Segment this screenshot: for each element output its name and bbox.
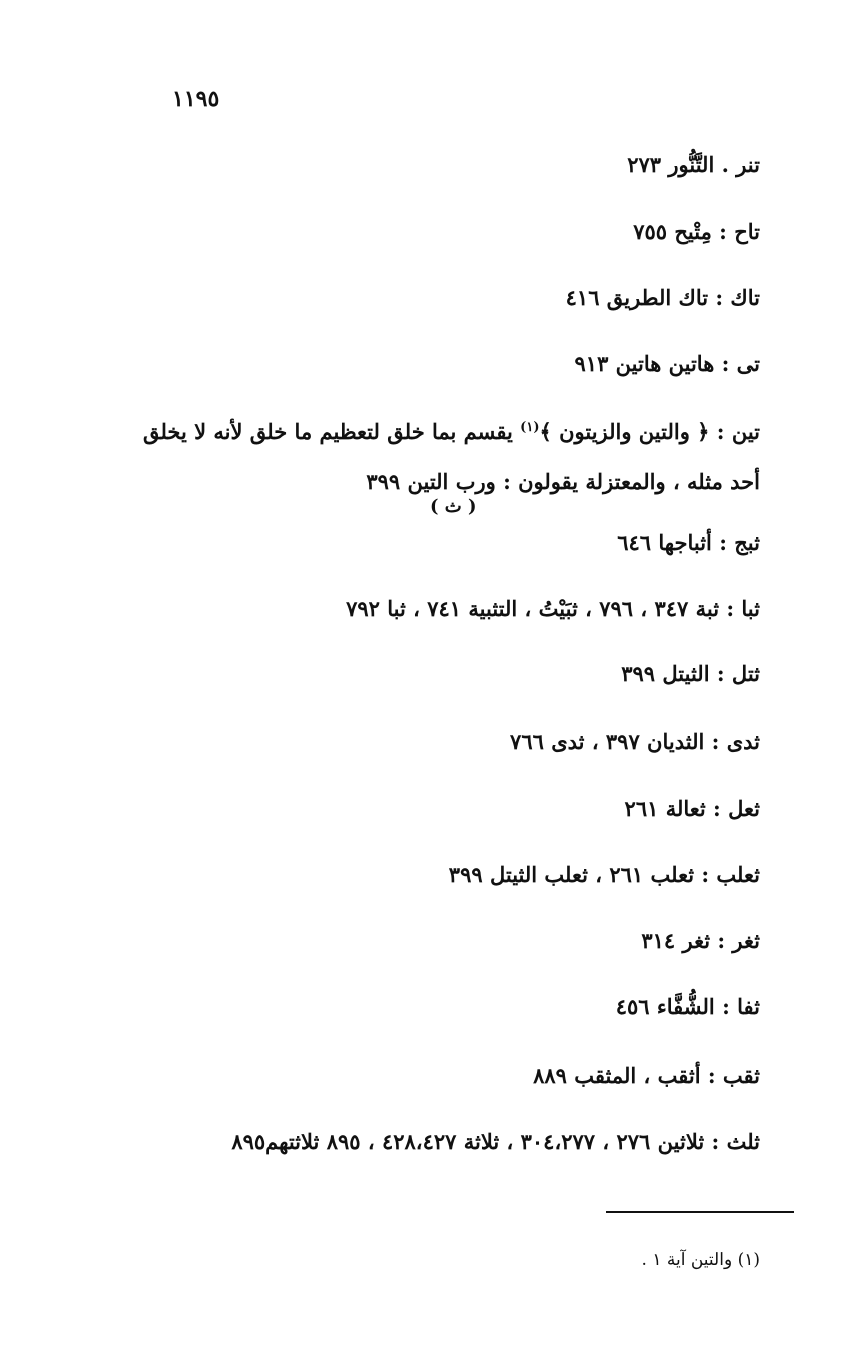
- index-entry: ثعل : ثعالة ٢٦١: [624, 796, 760, 821]
- index-entry: تنر . التَّنُّور ٢٧٣: [627, 152, 760, 177]
- index-entry: ثبا : ثبة ٣٤٧ ، ٧٩٦ ، ثبَيْتُ ، التثبية ٧٤١ ، ثبا ٧٩٢: [346, 596, 760, 621]
- index-entry: تاح : مِتْيح ٧٥٥: [633, 219, 760, 244]
- index-entry: ثعلب : ثعلب ٢٦١ ، ثعلب الثيتل ٣٩٩: [448, 862, 760, 887]
- page-number: ١١٩٥: [172, 86, 220, 112]
- index-entry: ثقب : أثقب ، المثقب ٨٨٩: [533, 1063, 760, 1088]
- entry-tail: يقسم بما خلق لتعظيم ما خلق لأنه لا يخلق أحد مثله ، والمعتزلة يقولون : ورب التين ٣٩٩: [142, 419, 760, 494]
- index-entry-tin: [120, 403, 760, 507]
- index-entry: ثفا : الشُّفَّاء ٤٥٦: [615, 994, 760, 1019]
- index-entry: ثغر : ثغر ٣١٤: [641, 928, 760, 953]
- section-letter: ( ث ): [430, 496, 477, 517]
- index-entry: ثدى : الثديان ٣٩٧ ، ثدى ٧٦٦: [510, 729, 760, 754]
- index-entry: ثبج : أثباجها ٦٤٦: [617, 530, 760, 555]
- footnote-separator: [606, 1211, 794, 1213]
- entry-head: تين : ﴿ والتين والزيتون ﴾: [539, 419, 760, 444]
- footnote: (١) والتين آية ١ .: [641, 1250, 760, 1270]
- index-entry: ثلث : ثلاثين ٢٧٦ ، ٣٠٤،٢٧٧ ، ثلاثة ٤٢٨،٤٢٧ ، ٨٩٥ ثلاثتهم٨٩٥: [231, 1129, 760, 1154]
- index-entry: تاك : تاك الطريق ٤١٦: [565, 285, 760, 310]
- index-entry: تى : هاتين هاتين ٩١٣: [574, 351, 760, 376]
- footnote-reference: (١): [520, 420, 540, 435]
- index-entry: ثتل : الثيتل ٣٩٩: [621, 661, 760, 686]
